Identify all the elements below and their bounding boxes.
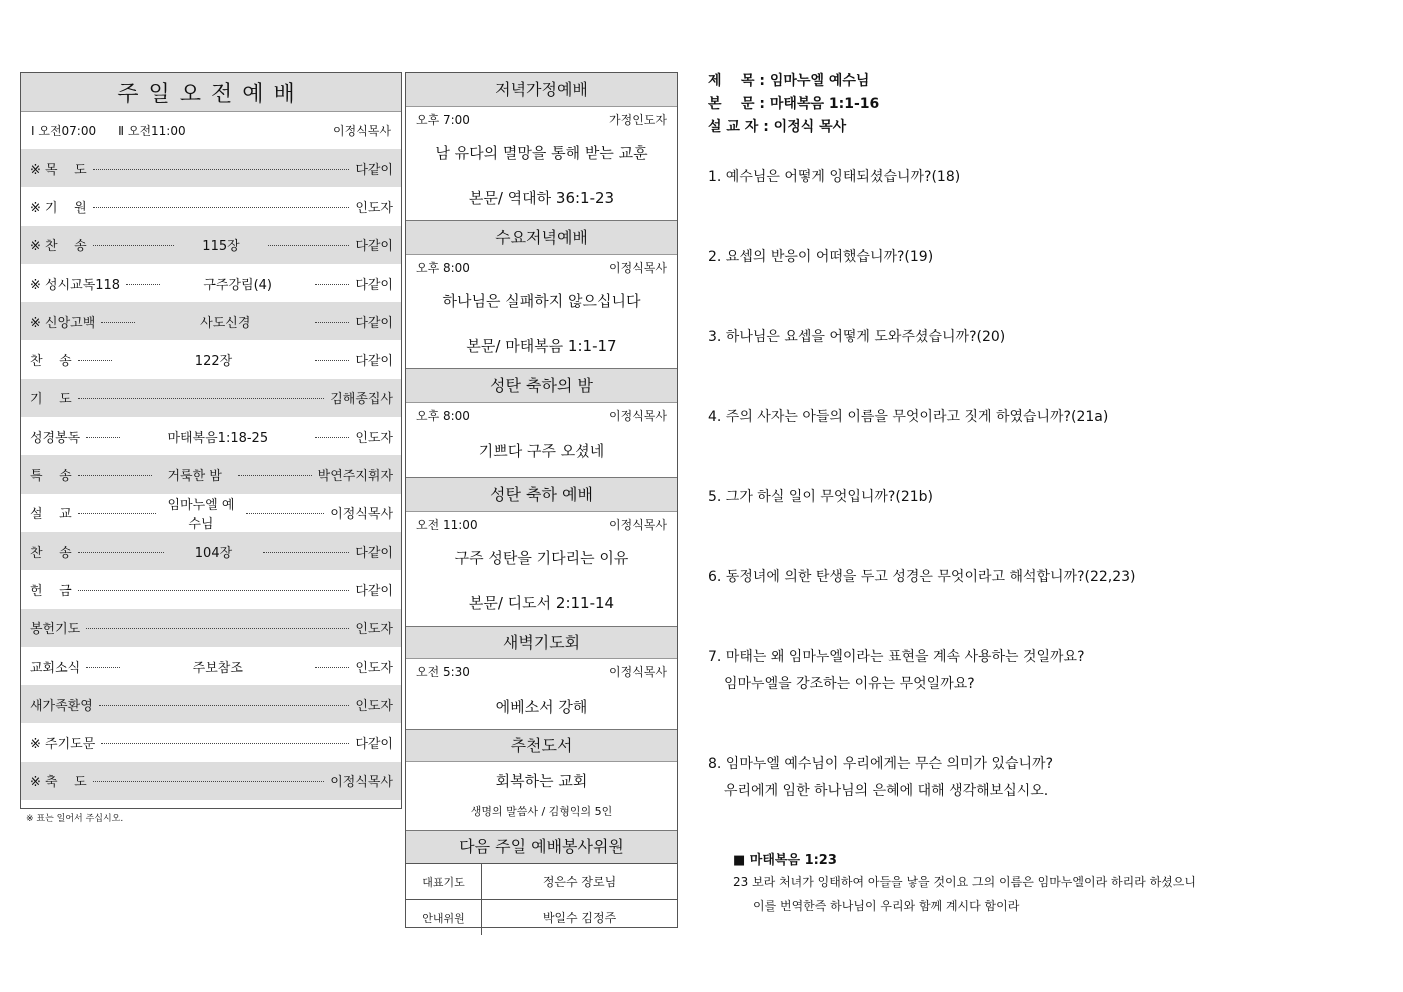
question-7-continued: 임마누엘을 강조하는 이유는 무엇일까요? <box>724 676 975 692</box>
book-publisher: 생명의 말씀사 / 김형익의 5인 <box>470 805 613 818</box>
evening-family-meta <box>406 111 677 128</box>
dot-leader <box>101 322 135 323</box>
next-week-title: 다음 주일 예배봉사위원 <box>406 831 677 863</box>
order-item-label: 기 도 <box>30 392 72 408</box>
order-item-label: ※ 목 도 <box>30 162 87 178</box>
order-item-leader: 다같이 <box>355 737 393 753</box>
table-row <box>406 900 677 936</box>
order-row <box>21 149 401 187</box>
sermon-text-line <box>708 93 879 113</box>
book-name: 회복하는 교회 <box>495 772 588 790</box>
wednesday-section <box>406 221 677 369</box>
dot-leader <box>93 245 175 246</box>
order-item-label: 성경봉독 <box>30 430 81 446</box>
dot-leader <box>86 628 349 629</box>
order-item-label: ※ 축 도 <box>30 775 87 791</box>
evening-family-topic: 남 유다의 멸망을 통해 받는 교훈 <box>435 144 648 162</box>
wednesday-leader: 이정식목사 <box>609 261 667 275</box>
verse-reference: ■ 마태복음 1:23 <box>733 853 837 868</box>
order-item-label: ※ 찬 송 <box>30 239 87 255</box>
order-item-detail: 구주강림(4) <box>203 277 273 293</box>
christmas-night-section <box>406 369 677 478</box>
christmas-service-topic: 구주 성탄을 기다리는 이유 <box>454 549 629 567</box>
dot-leader <box>78 475 152 476</box>
dot-leader <box>126 284 160 285</box>
dawn-prayer-leader: 이정식목사 <box>609 665 667 679</box>
order-item-leader: 인도자 <box>355 698 393 714</box>
second-service-time: Ⅱ 오전11:00 <box>118 124 186 138</box>
order-row <box>21 302 401 340</box>
volunteer-role: 대표기도 <box>406 864 482 900</box>
dot-leader <box>78 590 350 591</box>
order-item-detail: 115장 <box>202 239 240 255</box>
order-row <box>21 226 401 264</box>
dot-leader <box>315 322 349 323</box>
order-item-label: ※ 성시교독118 <box>30 277 121 293</box>
wednesday-meta <box>406 259 677 276</box>
dot-leader <box>78 398 325 399</box>
volunteer-name: 정은수 장로님 <box>482 864 678 900</box>
order-item-leader: 인도자 <box>355 622 393 638</box>
question-2: 2. 요셉의 반응이 어떠했습니까?(19) <box>708 249 934 265</box>
verse-line-1: 23 보라 처녀가 잉태하여 아들을 낳을 것이요 그의 이름은 임마누엘이라 하리라 하셨으니 <box>733 875 1196 889</box>
order-item-leader: 이정식목사 <box>330 775 393 791</box>
table-row <box>406 864 677 900</box>
order-item-label: 헌 금 <box>30 583 72 599</box>
order-row <box>21 264 401 302</box>
standing-footnote: ※ 표는 일어서 주십시오. <box>26 814 124 824</box>
wednesday-title: 수요저녁예배 <box>406 221 677 255</box>
worship-title: 주일오전예배 <box>21 73 401 112</box>
sermon-preacher-label: 설 교 자 : <box>708 119 769 135</box>
order-item-leader: 인도자 <box>355 430 393 446</box>
order-item-label: 찬 송 <box>30 545 72 561</box>
worship-times <box>21 112 401 149</box>
dot-leader <box>86 667 120 668</box>
order-item-label: 새가족환영 <box>30 698 93 714</box>
first-service-time: Ⅰ 오전07:00 <box>31 124 97 138</box>
order-row <box>21 379 401 417</box>
dot-leader <box>238 475 312 476</box>
order-item-label: 설 교 <box>30 507 72 523</box>
order-item-leader: 박연주지휘자 <box>317 469 394 485</box>
sermon-text-label: 본 문 : <box>708 96 766 112</box>
dot-leader <box>315 360 349 361</box>
dot-leader <box>86 437 120 438</box>
christmas-night-title: 성탄 축하의 밤 <box>406 369 677 403</box>
order-row <box>21 455 401 493</box>
order-row <box>21 187 401 225</box>
order-item-detail: 122장 <box>194 354 233 370</box>
order-item-label: ※ 신앙고백 <box>30 315 96 331</box>
order-row <box>21 340 401 378</box>
books-title: 추천도서 <box>406 730 677 762</box>
dawn-prayer-time: 오전 5:30 <box>416 665 470 679</box>
order-row <box>21 417 401 455</box>
christmas-night-meta <box>406 407 677 424</box>
order-item-leader: 다같이 <box>355 315 393 331</box>
dot-leader <box>78 360 112 361</box>
order-item-leader: 다같이 <box>355 354 393 370</box>
service-leader: 이정식목사 <box>333 124 391 138</box>
order-item-leader: 인도자 <box>355 200 393 216</box>
dot-leader <box>99 705 350 706</box>
order-item-leader: 다같이 <box>355 545 393 561</box>
recommended-books-section <box>406 730 677 831</box>
wednesday-topic: 하나님은 실패하지 않으십니다 <box>442 292 641 310</box>
evening-family-section <box>406 73 677 221</box>
dawn-prayer-meta <box>406 663 677 680</box>
dot-leader <box>246 513 324 514</box>
dot-leader <box>93 207 350 208</box>
order-item-label: 특 송 <box>30 469 72 485</box>
christmas-service-text: 본문/ 디도서 2:11-14 <box>468 594 615 612</box>
order-item-label: ※ 기 원 <box>30 200 87 216</box>
order-rows <box>21 149 401 800</box>
next-week-section <box>406 831 677 935</box>
order-item-leader: 다같이 <box>355 277 393 293</box>
order-item-leader: 다같이 <box>355 239 393 255</box>
order-row <box>21 532 401 570</box>
wednesday-time: 오후 8:00 <box>416 261 470 275</box>
order-row <box>21 647 401 685</box>
dot-leader <box>101 743 349 744</box>
christmas-night-time: 오후 8:00 <box>416 409 470 423</box>
order-row <box>21 723 401 761</box>
question-3: 3. 하나님은 요셉을 어떻게 도와주셨습니까?(20) <box>708 329 1006 345</box>
sermon-title-line <box>708 70 869 90</box>
order-item-leader: 김해종집사 <box>330 392 393 408</box>
order-row <box>21 570 401 608</box>
christmas-night-leader: 이정식목사 <box>609 409 667 423</box>
order-item-detail: 거룩한 밤 <box>167 469 222 485</box>
dot-leader <box>78 552 165 553</box>
order-item-detail: 마태복음1:18-25 <box>167 430 269 446</box>
question-4: 4. 주의 사자는 아들의 이름을 무엇이라고 짓게 하였습니까?(21a) <box>708 409 1109 425</box>
sermon-preacher-line <box>708 116 846 136</box>
christmas-service-title: 성탄 축하 예배 <box>406 478 677 512</box>
dot-leader <box>268 245 350 246</box>
weekly-services <box>405 72 678 928</box>
question-8-continued: 우리에게 임한 하나님의 은혜에 대해 생각해보십시오. <box>724 783 1049 799</box>
dot-leader <box>93 169 350 170</box>
order-item-leader: 다같이 <box>355 583 393 599</box>
christmas-service-time: 오전 11:00 <box>416 518 478 532</box>
evening-family-title: 저녁가정예배 <box>406 73 677 107</box>
christmas-night-topic: 기쁘다 구주 오셨네 <box>478 442 605 460</box>
order-item-leader: 인도자 <box>355 660 393 676</box>
evening-family-leader: 가정인도자 <box>609 113 667 127</box>
question-7: 7. 마태는 왜 임마누엘이라는 표현을 계속 사용하는 것일까요? <box>708 649 1085 665</box>
question-6: 6. 동정녀에 의한 탄생을 두고 성경은 무엇이라고 해석합니까?(22,23) <box>708 569 1136 585</box>
volunteer-name: 박일수 김정주 <box>482 900 678 936</box>
volunteer-table <box>406 863 677 935</box>
dot-leader <box>315 437 349 438</box>
order-row <box>21 762 401 800</box>
order-row <box>21 685 401 723</box>
dot-leader <box>315 284 349 285</box>
evening-family-time: 오후 7:00 <box>416 113 470 127</box>
volunteer-role: 안내위원 <box>406 900 482 936</box>
sermon-title: 임마누엘 예수님 <box>769 73 870 89</box>
dot-leader <box>263 552 350 553</box>
dawn-prayer-topic: 에베소서 강해 <box>495 698 588 716</box>
order-row <box>21 609 401 647</box>
dawn-prayer-section <box>406 627 677 730</box>
order-item-detail: 주보참조 <box>192 660 243 676</box>
sermon-title-label: 제 목 : <box>708 73 766 89</box>
order-item-detail: 임마누엘 예수님 <box>167 497 235 532</box>
evening-family-text: 본문/ 역대하 36:1-23 <box>468 189 615 207</box>
order-item-detail: 104장 <box>194 545 233 561</box>
order-item-label: 봉헌기도 <box>30 622 81 638</box>
order-item-label: 교회소식 <box>30 660 81 676</box>
wednesday-text: 본문/ 마태복음 1:1-17 <box>466 337 617 355</box>
christmas-service-meta <box>406 516 677 533</box>
christmas-service-section <box>406 478 677 627</box>
verse-line-2: 이를 번역한즉 하나님이 우리와 함께 계시다 함이라 <box>753 899 1020 913</box>
order-item-leader: 다같이 <box>355 162 393 178</box>
order-item-label: 찬 송 <box>30 354 72 370</box>
question-1: 1. 예수님은 어떻게 잉태되셨습니까?(18) <box>708 169 961 185</box>
order-item-label: ※ 주기도문 <box>30 737 96 753</box>
dot-leader <box>93 781 325 782</box>
question-8: 8. 임마누엘 예수님이 우리에게는 무슨 의미가 있습니까? <box>708 756 1054 772</box>
order-item-detail: 사도신경 <box>200 315 251 331</box>
sunday-worship-order <box>20 72 402 809</box>
christmas-service-leader: 이정식목사 <box>609 518 667 532</box>
dot-leader <box>78 513 156 514</box>
order-row <box>21 494 401 532</box>
question-5: 5. 그가 하실 일이 무엇입니까?(21b) <box>708 489 933 505</box>
order-item-leader: 이정식목사 <box>330 507 394 523</box>
dot-leader <box>315 667 349 668</box>
dawn-prayer-title: 새벽기도회 <box>406 627 677 659</box>
sermon-text: 마태복음 1:1-16 <box>769 96 880 112</box>
sermon-preacher: 이정식 목사 <box>773 119 847 135</box>
